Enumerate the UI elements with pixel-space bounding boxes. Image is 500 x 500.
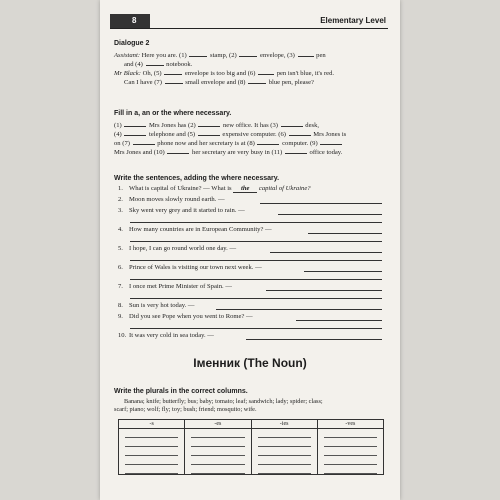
sentence-3: 3. Sky went very grey and it started to rain. — (118, 207, 245, 214)
table-row (119, 465, 384, 475)
column-header: -ies (251, 420, 317, 429)
column-header: -ves (317, 420, 383, 429)
column-header: -s (119, 420, 185, 429)
blank-a3[interactable] (281, 120, 303, 127)
articles-line-1: (1) Mrs Jones has (2) new office. It has (3) desk, (114, 122, 320, 129)
workbook-page (100, 0, 400, 500)
articles-line-3: on (7) phone now and her secretary is at (8) computer. (9) (114, 138, 343, 148)
sentence-8: 8. Sun is very hot today. — (118, 302, 195, 309)
sentence-10: 10. It was very cold in sea today. — (118, 332, 214, 339)
blank-a5[interactable] (198, 129, 220, 136)
articles-line-2: (4) telephone and (5) expensive computer. (6) Mrs Jones is (114, 131, 347, 138)
answer-line-9b[interactable] (130, 328, 382, 329)
blank-a2[interactable] (198, 120, 220, 127)
blank-2[interactable] (239, 50, 257, 57)
table-cell[interactable] (251, 438, 317, 447)
blank-3[interactable] (298, 50, 314, 57)
plurals-table (118, 419, 384, 475)
table-row (119, 438, 384, 447)
blank-6[interactable] (258, 68, 274, 75)
table-cell[interactable] (119, 438, 185, 447)
answer-line-4b[interactable] (130, 241, 382, 242)
blank-8[interactable] (248, 77, 266, 84)
sentence-1-answer[interactable]: the (233, 185, 257, 193)
dialogue-line-3: Mr Black: Oh, (5) envelope is too big and (6) pen isn't blue, it's red. (114, 70, 335, 77)
table-cell[interactable] (317, 447, 383, 456)
dialogue-line-2: and (4) notebook. (124, 61, 193, 68)
page-header (110, 14, 388, 29)
page-number: 8 (110, 14, 150, 28)
answer-line-3[interactable] (278, 214, 382, 215)
table-cell[interactable] (185, 438, 251, 447)
blank-a7[interactable] (133, 138, 155, 145)
table-cell[interactable] (119, 447, 185, 456)
answer-line-2[interactable] (260, 203, 382, 204)
answer-line-8[interactable] (216, 309, 382, 310)
sentence-9: 9. Did you see Pope when you went to Rome? — (118, 313, 253, 320)
blank-4[interactable] (146, 59, 164, 66)
sentence-4: 4. How many countries are in European Community? — (118, 226, 272, 233)
table-cell[interactable] (251, 465, 317, 475)
blank-1[interactable] (189, 50, 207, 57)
answer-line-7[interactable] (266, 290, 382, 291)
blank-a1[interactable] (124, 120, 146, 127)
answer-line-6b[interactable] (130, 279, 382, 280)
answer-line-7b[interactable] (130, 298, 382, 299)
table-row (119, 447, 384, 456)
blank-a4[interactable] (124, 129, 146, 136)
table-row (119, 429, 384, 439)
articles-line-4: Mrs Jones and (10) her secretary are very busy in (11) office today. (114, 149, 343, 156)
sentences-task-title: Write the sentences, adding the where necessary. (114, 175, 280, 182)
answer-line-5[interactable] (270, 252, 382, 253)
table-cell[interactable] (185, 456, 251, 465)
dialogue-title: Dialogue 2 (114, 40, 150, 47)
table-cell[interactable] (251, 447, 317, 456)
dialogue-line-1: Assistant: Here you are. (1) stamp, (2) envelope, (3) pen (114, 52, 326, 59)
table-cell[interactable] (317, 465, 383, 475)
plurals-task-title: Write the plurals in the correct columns. (114, 388, 248, 395)
blank-a10[interactable] (167, 147, 189, 154)
blank-a9[interactable] (320, 138, 342, 145)
answer-line-5b[interactable] (130, 260, 382, 261)
table-cell[interactable] (251, 456, 317, 465)
word-list-line-1: Banana; knife; butterfly; bus; baby; tomato; leaf; sandwich; lady; spider; class; (124, 398, 323, 405)
table-row (119, 456, 384, 465)
dialogue-line-4: Can I have (7) small envelope and (8) blue pen, please? (124, 79, 314, 86)
sentence-1: 1. What is capital of Ukraine? — What is the capital of Ukraine? (118, 185, 311, 192)
answer-line-10[interactable] (246, 339, 382, 340)
answer-line-9[interactable] (296, 320, 382, 321)
sentence-6: 6. Prince of Wales is visiting our town next week. — (118, 264, 262, 271)
table-cell[interactable] (119, 465, 185, 475)
column-header: -es (185, 420, 251, 429)
answer-line-3b[interactable] (130, 222, 382, 223)
table-cell[interactable] (185, 429, 251, 439)
table-cell[interactable] (119, 429, 185, 439)
blank-5[interactable] (164, 68, 182, 75)
blank-a11[interactable] (285, 147, 307, 154)
table-cell[interactable] (185, 447, 251, 456)
blank-7[interactable] (165, 77, 183, 84)
level-label: Elementary Level (320, 16, 386, 25)
word-list-line-2: scarf; piano; wolf; fly; toy; bush; friend; mosquito; wife. (114, 406, 257, 413)
answer-line-4[interactable] (308, 233, 382, 234)
sentence-5: 5. I hope, I can go round world one day. — (118, 245, 237, 252)
table-cell[interactable] (251, 429, 317, 439)
answer-line-6[interactable] (304, 271, 382, 272)
sentence-7: 7. I once met Prime Minister of Spain. — (118, 283, 232, 290)
table-cell[interactable] (185, 465, 251, 475)
blank-a6[interactable] (289, 129, 311, 136)
table-cell[interactable] (317, 429, 383, 439)
sentence-2: 2. Moon moves slowly round earth. — (118, 196, 225, 203)
blank-a8[interactable] (257, 138, 279, 145)
articles-task-title: Fill in a, an or the where necessary. (114, 110, 232, 117)
table-cell[interactable] (317, 438, 383, 447)
section-heading: Іменник (The Noun) (193, 356, 307, 370)
table-cell[interactable] (317, 456, 383, 465)
table-cell[interactable] (119, 456, 185, 465)
